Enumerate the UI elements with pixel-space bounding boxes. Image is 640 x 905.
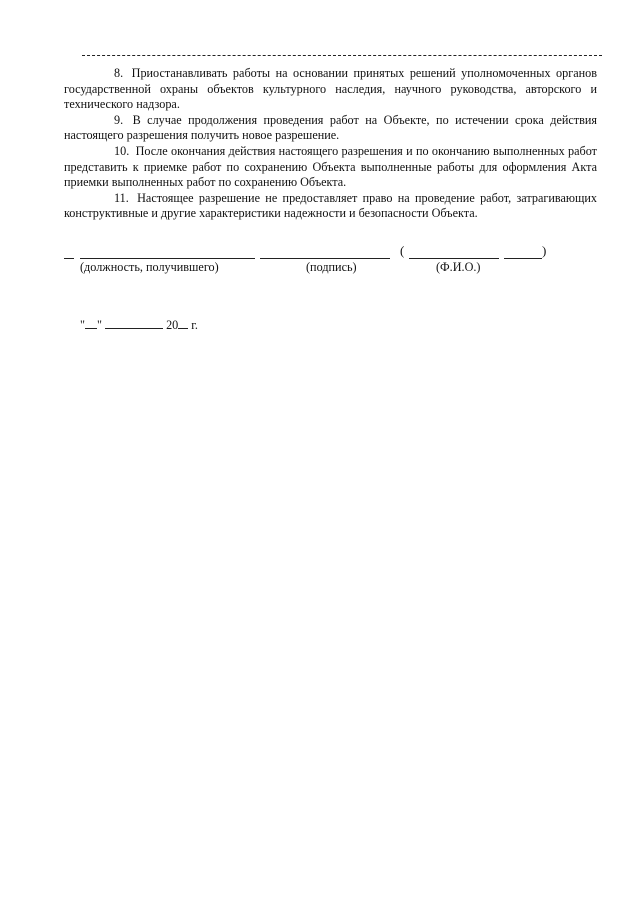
- clause-text: Настоящее разрешение не предоставляет право на проведение работ, затрагивающих конструктивные и другие характеристики надежности и безопасности Объекта.: [64, 190, 598, 221]
- signature-lines: [64, 243, 597, 260]
- clause-8: [64, 66, 597, 113]
- clause-number: 8.: [114, 66, 124, 80]
- name-open-paren: (: [400, 243, 405, 258]
- clause-number: 11.: [114, 190, 129, 205]
- year-prefix: 20: [166, 318, 179, 332]
- year-blank: [178, 318, 188, 329]
- name-line-2: [504, 258, 542, 259]
- clauses-list: [64, 66, 597, 222]
- signature-label: (подпись): [306, 260, 357, 274]
- clause-text: В случае продолжения проведения работ на Объекте, по истечении срока действия настоящего разрешения получить новое разрешение.: [64, 112, 597, 143]
- name-close-paren: ): [542, 243, 547, 258]
- clause-text: После окончания действия настоящего разрешения и по окончанию выполненных работ представить к приемке работ по сохранению Объекта выполненные работы для оформления Акта приемки выполненных работ по сохранению Объекта.: [64, 143, 597, 190]
- position-line: [80, 258, 255, 259]
- date-line: [80, 318, 198, 333]
- date-open-quote: ": [80, 318, 85, 332]
- clause-number: 9.: [114, 112, 124, 127]
- position-label: (должность, получившего): [80, 260, 219, 274]
- name-line-1: [409, 258, 499, 259]
- month-blank: [105, 318, 163, 329]
- clause-9: [64, 113, 597, 144]
- day-blank: [85, 318, 97, 329]
- clause-11: [64, 191, 597, 222]
- clause-10: [64, 144, 597, 191]
- year-suffix: г.: [191, 318, 198, 332]
- top-divider: [82, 55, 602, 56]
- signature-line: [260, 258, 390, 259]
- clause-number: 10.: [114, 143, 130, 158]
- position-line-short: [64, 258, 74, 259]
- date-close-quote: ": [96, 318, 102, 332]
- clause-text: Приостанавливать работы на основании принятых решений уполномоченных органов государственной охраны объектов культурного наследия, научного руководства, авторского и технического надзора.: [64, 66, 598, 112]
- name-label: (Ф.И.О.): [436, 260, 481, 274]
